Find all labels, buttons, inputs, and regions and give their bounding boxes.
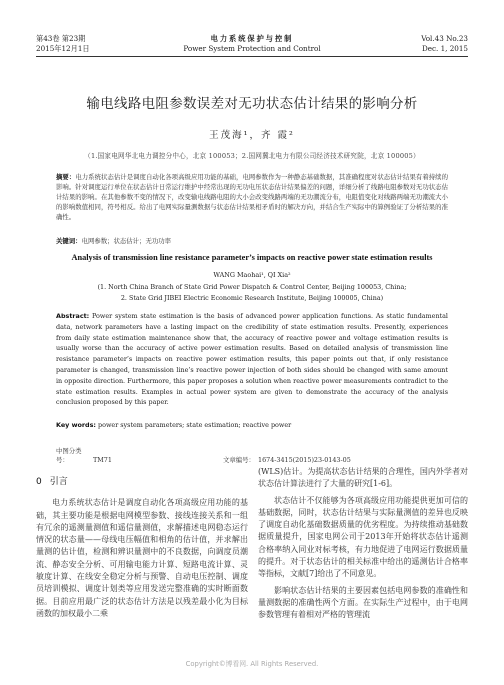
journal-header-center — [150, 34, 354, 53]
header-divider — [36, 56, 468, 57]
affiliation-cn: （1.国家电网华北电力调控分中心，北京 100053；2.国网冀北电力有限公司经济技术研究院，北京 100005） — [84, 152, 420, 160]
paper-title-cn: 输电线路电阻参数误差对无功状态估计结果的影响分析 — [86, 96, 418, 112]
clc-value: TM71 — [93, 456, 112, 464]
body-column-right — [258, 466, 468, 626]
affiliation-en — [36, 282, 468, 303]
authors-cn: 王茂海¹，齐 霞² — [209, 130, 295, 141]
clc-label: 中图分类号： — [56, 447, 82, 464]
journal-name-en: Power System Protection and Control — [183, 43, 321, 53]
body-paragraph: 影响状态估计结果的主要因素包括电网参数的准确性和量测数据的准确性两个方面。在实际生产过程中，由于电网参数管理有着相对严格的管理流 — [258, 585, 468, 620]
abstract-en-label: Abstract: — [56, 312, 90, 320]
copyright-watermark: Copyright©博看网. All Rights Reserved. — [185, 660, 319, 668]
publication-date-cn: 2015年12月1日 — [36, 43, 90, 53]
section-number: 0 — [36, 477, 42, 487]
classification-row — [56, 446, 448, 464]
body-column-left — [36, 476, 248, 624]
abstract-cn — [56, 172, 448, 222]
body-paragraph: 电力系统状态估计是调度自动化各项高级应用功能的基础，其主要功能是根据电网模型参数、接线连接关系和一组有冗余的遥测量测值和遥信量测值，求解描述电网稳态运行情况的状态量——母线电压幅值和相角的估计值，并求解出量测的估计值，检测和辨识量测中的不良数据，向调度员潮流、静态安全分析、可用输电能力计算、短路电流计算、灵敏度计算、在线安全稳定分析与预警、自动电压控制、调度员培训模拟、调度计划类等应用发送完整准确的实时断面数据。目前应用最广泛的状态估计方法是以残差最小化为目标函数的加权最小二乘 — [36, 498, 248, 618]
keywords-en-label: Key words: — [56, 421, 96, 429]
body-paragraph: (WLS)估计。为提高状态估计结果的合理性，国内外学者对状态估计算法进行了大量的研究[1-6]。 — [258, 467, 468, 489]
volume-issue-en: Vol.43 No.23 — [421, 34, 468, 43]
journal-header-left — [36, 34, 90, 53]
paper-title-en: Analysis of transmission line resistance parameter’s impacts on reactive power state estimation results — [71, 253, 433, 262]
affiliation-en-line: (1. North China Branch of State Grid Power Dispatch & Control Center, Beijing 100053, China; — [97, 283, 407, 291]
abstract-en — [56, 311, 448, 408]
abstract-en-text: Power system state estimation is the basis of advanced power application functions. As static fundamental data, network parameters have a lasting impact on the credibility of state estimation results. Presently, experiences from daily state estimation maintenance show that, the accuracy of reactive power and voltage estimation results is usually worse than the accuracy of active power estimation results. Based on detailed analysis of transmission line resistance parameter’s impacts on reactive power estimation results, this paper points out that, if only resistance parameter is changed, transmission line’s reactive power injection of both sides should be changed with same amount in opposite direction. Furthermore, this paper proposes a solution when reactive power measurements contradict to the state estimation results. Examples in actual power system are given to demonstrate the accuracy of the analysis conclusion proposed by this paper. — [56, 312, 448, 407]
keywords-en-text: power system parameters; state estimation; reactive power — [98, 421, 292, 429]
abstract-cn-label: 摘要： — [56, 173, 76, 181]
section-heading — [36, 476, 248, 488]
section-title: 引言 — [49, 477, 68, 487]
body-paragraph: 状态估计不仅能够为各项高级应用功能提供更加可信的基础数据，同时，状态估计结果与实际量测值的差异也反映了调度自动化基础数据质量的优劣程度。为持续推动基础数据质量提升，国家电网公司于2013年开始将状态估计遥测合格率纳入同业对标考核，有力地促进了电网运行数据质量的提升。对于状态估计的相关标准中给出的遥测估计合格率等指标，文献[7]给出了不同意见。 — [258, 495, 468, 579]
keywords-cn-text: 电网参数；状态估计；无功功率 — [81, 237, 172, 245]
volume-issue-cn: 第43卷 第23期 — [36, 34, 86, 43]
affiliation-en-line: 2. State Grid JIBEI Electric Economic Research Institute, Beijing 100005, China) — [120, 293, 384, 302]
publication-date-en: Dec. 1, 2015 — [421, 43, 468, 53]
document-number-label: 文章编号： — [223, 456, 255, 464]
journal-header-right — [421, 34, 468, 53]
abstract-cn-text: 电力系统状态估计是调度自动化各项高级应用功能的基础，电网参数作为一种静态基础数据，其准确程度对状态估计结果有着持续的影响。针对调度运行单位在状态估计日常运行维护中经常出现的无功电压状态估计结果偏差的问题，详细分析了线路电阻参数对无功状态估计结果的影响。在其他参数不变的情况下，改变输电线路电阻的大小会改变线路两端的无功潮流分布，电阻值变化对线路两端无功潮流大小的影响数值相同，符号相反。给出了电网实际量测数据与状态估计结果相矛盾时的解决方向，并结合生产实际中的算例验证了分析结果的准确性。 — [56, 173, 448, 221]
document-number-value: 1674-3415(2015)23-0143-05 — [258, 456, 351, 464]
keywords-en — [56, 420, 448, 431]
authors-en: WANG Maohai¹, QI Xia² — [213, 271, 291, 279]
keywords-cn-label: 关键词： — [56, 237, 82, 245]
keywords-cn — [56, 236, 448, 246]
journal-name-cn: 电力系统保护与控制 — [210, 34, 294, 43]
